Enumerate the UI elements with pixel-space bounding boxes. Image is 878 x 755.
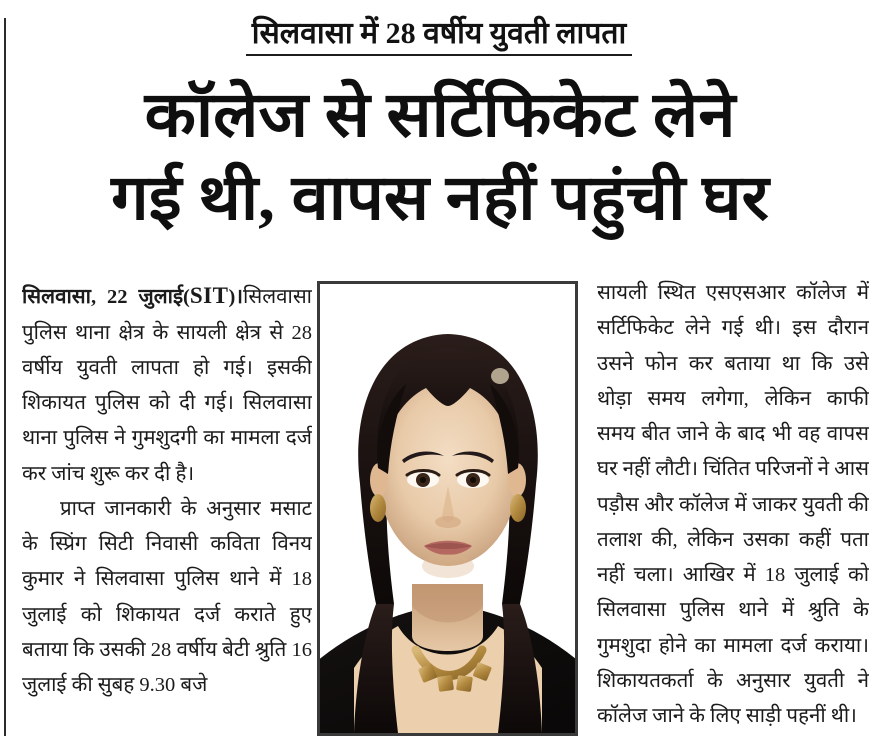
kicker-headline: सिलवासा में 28 वर्षीय युवती लापता bbox=[246, 18, 633, 56]
left-text-column bbox=[22, 276, 312, 755]
agency-credit: SIT bbox=[189, 283, 229, 308]
left-paragraph-1-text: सिलवासा पुलिस थाना क्षेत्र के सायली क्षेत्र से 28 वर्षीय युवती लापता हो गई। इसकी शिकायत पुलिस को दी गई। सिलवासा थाना पुलिस ने गुमशुदगी का मामला दर्ज कर जांच शुरू कर दी है। bbox=[22, 286, 312, 485]
dateline-close: )। bbox=[228, 286, 244, 308]
left-paragraph-1 bbox=[22, 276, 312, 492]
kicker-container bbox=[0, 18, 878, 56]
right-paragraph-1: सायली स्थित एसएसआर कॉलेज में सर्टिफिकेट लेने गई थी। इस दौरान उसने फोन कर बताया था कि उसे थोड़ा समय लगेगा, लेकिन काफी समय बीत जाने के बाद भी वह वापस घर नहीं लौटी। चिंतित परिजनों ने आस पड़ौस और कॉलेज में जाकर युवती की तलाश की, लेकिन उसका कहीं पता नहीं चला। आखिर में 18 जुलाई को सिलवासा पुलिस थाने में श्रुति के गुमशुदा होने का मामला दर्ज कराया। शिकायतकर्ता के अनुसार युवती ने कॉलेज जाने के लिए साड़ी पहनीं थी। bbox=[597, 282, 869, 727]
portrait-illustration bbox=[320, 284, 575, 733]
headline-line-2: गई थी, वापस नहीं पहुंची घर bbox=[111, 163, 769, 234]
article-photo bbox=[320, 284, 575, 733]
dateline: सिलवासा, 22 जुलाई( bbox=[22, 286, 190, 308]
article-photo-frame bbox=[317, 281, 578, 736]
left-paragraph-2: प्राप्त जानकारी के अनुसार मसाट के स्प्रिंग सिटी निवासी कविता विनय कुमार ने सिलवासा पुलिस थाने में 18 जुलाई को शिकायत दर्ज कराते हुए बताया कि उसकी 28 वर्षीय बेटी श्रुति 16 जुलाई की सुबह 9.30 बजे bbox=[22, 497, 312, 697]
page-title bbox=[14, 74, 866, 240]
headline-line-1: कॉलेज से सर्टिफिकेट लेने bbox=[144, 80, 736, 150]
right-text-column bbox=[597, 276, 869, 748]
